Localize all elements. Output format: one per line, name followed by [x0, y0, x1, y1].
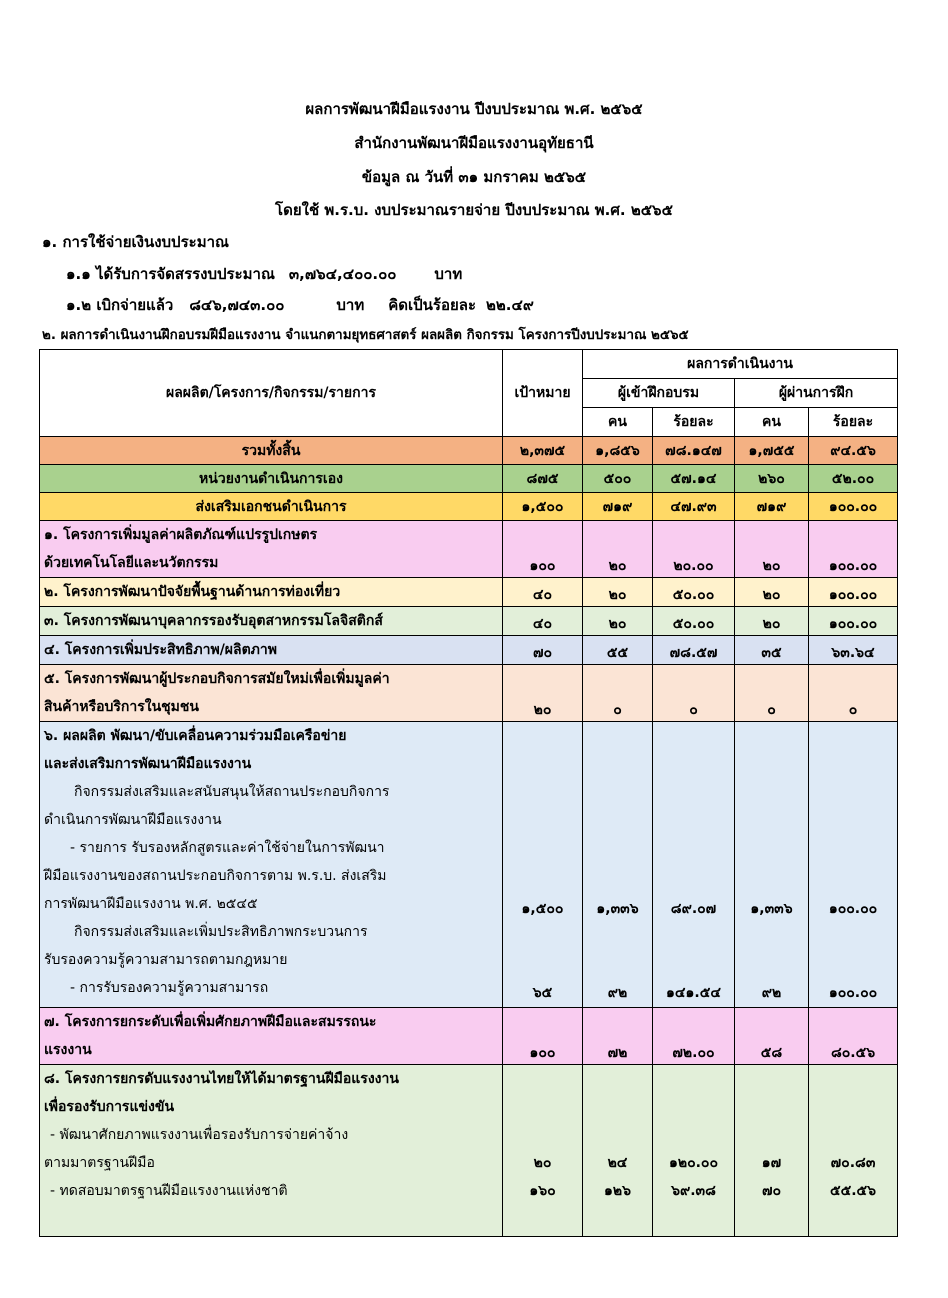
- row-passed-percent: ๖๓.๖๔: [809, 636, 898, 665]
- percent-label: คิดเป็นร้อยละ: [388, 296, 477, 314]
- item-line: การพัฒนาฝีมือแรงงาน พ.ศ. ๒๕๔๕: [44, 896, 258, 912]
- row-trainees-percent: ๕๐.๐๐: [653, 607, 735, 636]
- row-trainees-persons: ๕๐๐: [583, 465, 653, 493]
- row-target: ๑,๕๐๐: [503, 493, 583, 521]
- row-passed-persons: ๑๗: [761, 1155, 782, 1171]
- row-label-line: ๗. โครงการยกระดับเพื่อเพิ่มศักยภาพฝีมือและสมรรถนะ: [44, 1014, 377, 1030]
- row-trainees-percent: ๐: [653, 665, 735, 722]
- report-title: ผลการพัฒนาฝีมือแรงงาน ปีงบประมาณ พ.ศ. ๒๕๖๕: [305, 100, 643, 118]
- project-row-8: [40, 1065, 898, 1237]
- project-row-2: [40, 578, 898, 607]
- budget-act-line: โดยใช้ พ.ร.บ. งบประมาณรายจ่าย ปีงบประมาณ พ.ศ. ๒๕๖๕: [275, 201, 673, 219]
- row-passed-persons: ๓๕: [735, 636, 809, 665]
- project-row-4: [40, 636, 898, 665]
- row-passed-percent: ๐: [809, 665, 898, 722]
- allocated-label: ๑.๑ ได้รับการจัดสรรงบประมาณ: [66, 265, 275, 283]
- row-passed-persons: ๐: [735, 665, 809, 722]
- row-label-line: ๑. โครงการเพิ่มมูลค่าผลิตภัณฑ์แปรรูปเกษตร: [44, 527, 318, 543]
- row-trainees-persons: ๙๒: [607, 985, 628, 1001]
- row-passed-persons: ๙๒: [761, 985, 782, 1001]
- row-target: ๗๐: [503, 636, 583, 665]
- percent-value: ๒๒.๔๙: [486, 296, 534, 314]
- row-target: ๔๐: [503, 578, 583, 607]
- row-trainees-persons: ๑,๓๓๖: [596, 901, 639, 917]
- item-line: ฝีมือแรงงานของสถานประกอบกิจการตาม พ.ร.บ. ส่งเสริม: [44, 868, 387, 884]
- row-trainees-percent: ๒๐.๐๐: [653, 521, 735, 578]
- office-name: สำนักงานพัฒนาฝีมือแรงงานอุทัยธานี: [354, 134, 594, 152]
- row-passed-percent: ๑๐๐.๐๐: [828, 985, 878, 1001]
- row-trainees-percent: ๕๗.๑๔: [653, 465, 735, 493]
- project-row-7: [40, 1008, 898, 1065]
- row-trainees-persons: ๗๒: [583, 1008, 653, 1065]
- activity-line: ดำเนินการพัฒนาฝีมือแรงงาน: [44, 812, 222, 828]
- col-header-trainees-percent: ร้อยละ: [653, 408, 735, 437]
- budget-heading: ๑. การใช้จ่ายเงินงบประมาณ: [42, 233, 229, 251]
- row-passed-persons: ๕๘: [735, 1008, 809, 1065]
- row-label-line: ๓. โครงการพัฒนาบุคลากรรองรับอุตสาหกรรมโลจิสติกส์: [44, 613, 383, 629]
- row-label: ส่งเสริมเอกชนดำเนินการ: [40, 493, 503, 521]
- project-row-3: [40, 607, 898, 636]
- data-date: ข้อมูล ณ วันที่ ๓๑ มกราคม ๒๕๖๕: [361, 168, 587, 186]
- row-passed-persons: ๑,๓๓๖: [750, 901, 793, 917]
- row-label-line: ๘. โครงการยกรดับแรงงานไทยให้ได้มาตรฐานฝีมือแรงงาน: [44, 1071, 399, 1087]
- col-header-trainees-persons: คน: [583, 408, 653, 437]
- summary-row-private: [40, 493, 898, 521]
- row-target: ๒๐: [503, 665, 583, 722]
- row-passed-percent: ๑๐๐.๐๐: [828, 901, 878, 917]
- row-label-line: และส่งเสริมการพัฒนาฝีมือแรงงาน: [44, 756, 252, 772]
- row-trainees-persons: ๐: [583, 665, 653, 722]
- row-passed-persons: ๗๐: [761, 1183, 782, 1199]
- row-label-line: แรงงาน: [44, 1042, 92, 1058]
- row-passed-persons: ๒๐: [735, 607, 809, 636]
- row-trainees-percent: ๕๐.๐๐: [653, 578, 735, 607]
- row-label-line: ๕. โครงการพัฒนาผู้ประกอบกิจการสมัยใหม่เพื่อเพิ่มมูลค่า: [44, 671, 390, 687]
- row-passed-percent: ๑๐๐.๐๐: [809, 521, 898, 578]
- row-trainees-percent: ๑๔๑.๕๔: [666, 985, 721, 1001]
- row-passed-percent: ๗๐.๘๓: [830, 1155, 876, 1171]
- row-passed-percent: ๙๔.๕๖: [809, 437, 898, 465]
- row-target: ๑,๕๐๐: [521, 901, 564, 917]
- row-trainees-percent: ๑๒๐.๐๐: [668, 1155, 719, 1171]
- project-row-5: [40, 665, 898, 722]
- row-label-line: ๖. ผลผลิต พัฒนา/ขับเคลื่อนความร่วมมือเครือข่าย: [44, 728, 347, 744]
- row-trainees-percent: ๗๘.๑๔๗: [653, 437, 735, 465]
- item-line: - พัฒนาศักยภาพแรงงานเพื่อรองรับการจ่ายค่าจ้าง: [50, 1127, 349, 1143]
- row-passed-percent: ๕๕.๕๖: [830, 1183, 877, 1199]
- row-target: ๒,๓๗๕: [503, 437, 583, 465]
- row-passed-persons: ๒๐: [735, 578, 809, 607]
- item-line: - ทดสอบมาตรฐานฝีมือแรงงานแห่งชาติ: [50, 1183, 288, 1199]
- row-target: ๑๐๐: [503, 1008, 583, 1065]
- allocated-unit: บาท: [434, 265, 463, 283]
- row-target: ๒๐: [533, 1155, 552, 1171]
- results-table: [39, 349, 898, 1237]
- row-label-line: ๔. โครงการเพิ่มประสิทธิภาพ/ผลิตภาพ: [44, 642, 277, 658]
- row-label-line: เพื่อรองรับการแข่งขัน: [44, 1099, 175, 1115]
- row-target: ๘๗๕: [503, 465, 583, 493]
- row-target: ๑๐๐: [503, 521, 583, 578]
- row-target: ๖๕: [532, 985, 553, 1001]
- row-passed-percent: ๑๐๐.๐๐: [809, 578, 898, 607]
- row-passed-persons: ๗๑๙: [735, 493, 809, 521]
- col-header-trainees: ผู้เข้าฝึกอบรม: [583, 379, 735, 408]
- row-trainees-persons: ๗๑๙: [583, 493, 653, 521]
- row-trainees-persons: ๒๐: [583, 521, 653, 578]
- row-trainees-percent: ๔๗.๙๓: [653, 493, 735, 521]
- row-trainees-percent: ๖๙.๓๘: [671, 1183, 716, 1199]
- item-line: - การรับรองความรู้ความสามารถ: [70, 980, 269, 996]
- item-line: - รายการ รับรองหลักสูตรและค่าใช้จ่ายในการพัฒนา: [70, 840, 385, 856]
- row-trainees-percent: ๗๘.๕๗: [653, 636, 735, 665]
- col-header-item: ผลผลิต/โครงการ/กิจกรรม/รายการ: [40, 350, 503, 437]
- row-trainees-persons: ๑,๘๕๖: [583, 437, 653, 465]
- project-row-1: [40, 521, 898, 578]
- row-trainees-percent: ๗๒.๐๐: [653, 1008, 735, 1065]
- project-row-6: [40, 722, 898, 1008]
- col-header-passed: ผู้ผ่านการฝึก: [735, 379, 898, 408]
- row-passed-persons: ๒๖๐: [735, 465, 809, 493]
- summary-row-self: [40, 465, 898, 493]
- row-trainees-persons: ๒๐: [583, 607, 653, 636]
- row-passed-percent: ๘๐.๕๖: [809, 1008, 898, 1065]
- row-label: รวมทั้งสิ้น: [40, 437, 503, 465]
- row-label-line: ด้วยเทคโนโลยีและนวัตกรรม: [44, 555, 219, 571]
- row-passed-percent: ๕๒.๐๐: [809, 465, 898, 493]
- row-passed-persons: ๒๐: [735, 521, 809, 578]
- activity-line: รับรองความรู้ความสามารถตามกฎหมาย: [44, 952, 288, 968]
- spent-label: ๑.๒ เบิกจ่ายแล้ว: [66, 296, 174, 314]
- row-trainees-persons: ๕๕: [583, 636, 653, 665]
- section2-heading: ๒. ผลการดำเนินงานฝึกอบรมฝีมือแรงงาน จำแนกตามยุทธศาสตร์ ผลผลิต กิจกรรม โครงการปีงบประมาณ ๒๕๖๕: [42, 328, 689, 343]
- col-header-passed-percent: ร้อยละ: [809, 408, 898, 437]
- allocated-value: ๓,๗๖๔,๔๐๐.๐๐: [288, 265, 397, 283]
- spent-value: ๘๔๖,๗๔๓.๐๐: [189, 296, 285, 314]
- col-header-target: เป้าหมาย: [503, 350, 583, 437]
- spent-unit: บาท: [336, 296, 365, 314]
- row-trainees-persons: ๒๔: [607, 1155, 628, 1171]
- col-header-passed-persons: คน: [735, 408, 809, 437]
- budget-spent-line: [66, 295, 534, 315]
- row-passed-persons: ๑,๗๕๕: [735, 437, 809, 465]
- summary-row-total: [40, 437, 898, 465]
- row-trainees-percent: ๘๙.๐๗: [670, 901, 717, 917]
- row-trainees-persons: ๒๐: [583, 578, 653, 607]
- row-target: ๑๖๐: [529, 1183, 556, 1199]
- col-header-results: ผลการดำเนินงาน: [583, 350, 898, 379]
- activity-line: กิจกรรมส่งเสริมและสนับสนุนให้สถานประกอบกิจการ: [74, 784, 390, 800]
- row-target: ๔๐: [503, 607, 583, 636]
- budget-allocated-line: [66, 264, 462, 284]
- row-passed-percent: ๑๐๐.๐๐: [809, 607, 898, 636]
- row-label: หน่วยงานดำเนินการเอง: [40, 465, 503, 493]
- row-trainees-persons: ๑๒๖: [603, 1183, 631, 1199]
- row-passed-percent: ๑๐๐.๐๐: [809, 493, 898, 521]
- activity-line: กิจกรรมส่งเสริมและเพิ่มประสิทธิภาพกระบวนการ: [74, 924, 368, 940]
- item-line: ตามมาตรฐานฝีมือ: [44, 1155, 155, 1171]
- row-label-line: สินค้าหรือบริการในชุมชน: [44, 699, 199, 715]
- row-label-line: ๒. โครงการพัฒนาปัจจัยพื้นฐานด้านการท่องเที่ยว: [44, 584, 341, 600]
